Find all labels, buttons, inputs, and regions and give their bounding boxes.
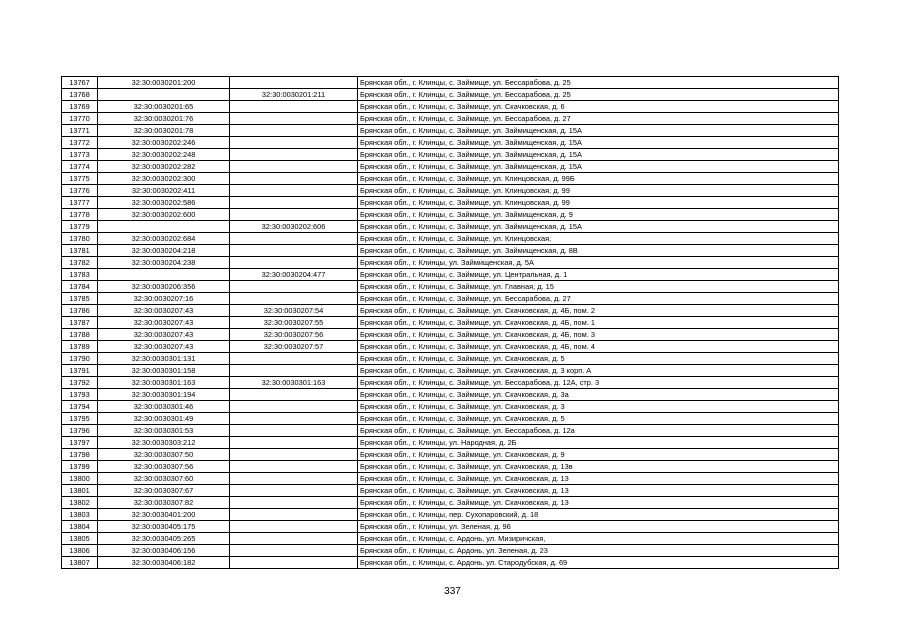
row-number-cell: 13772: [62, 137, 98, 149]
building-number-cell: [230, 545, 358, 557]
row-number-cell: 13781: [62, 245, 98, 257]
table-row: [62, 305, 839, 317]
building-number-cell: [230, 113, 358, 125]
address-cell: Брянская обл., г. Клинцы, с. Займище, ул. Скачковская, д. 13в: [358, 461, 839, 473]
cadastral-number-cell: 32:30:0030301:163: [98, 377, 230, 389]
building-number-cell: [230, 365, 358, 377]
table-row: [62, 533, 839, 545]
row-number-cell: 13791: [62, 365, 98, 377]
cadastral-number-cell: 32:30:0030301:131: [98, 353, 230, 365]
building-number-cell: 32:30:0030207:54: [230, 305, 358, 317]
table-row: [62, 317, 839, 329]
cadastral-number-cell: 32:30:0030201:200: [98, 77, 230, 89]
cadastral-number-cell: 32:30:0030401:200: [98, 509, 230, 521]
address-cell: Брянская обл., г. Клинцы, с. Займище, ул. Главная, д. 15: [358, 281, 839, 293]
table-row: [62, 437, 839, 449]
address-cell: Брянская обл., г. Клинцы, с. Займище, ул. Бессарабова, д. 27: [358, 113, 839, 125]
row-number-cell: 13792: [62, 377, 98, 389]
row-number-cell: 13790: [62, 353, 98, 365]
row-number-cell: 13804: [62, 521, 98, 533]
row-number-cell: 13774: [62, 161, 98, 173]
row-number-cell: 13805: [62, 533, 98, 545]
table-row: [62, 401, 839, 413]
cadastral-number-cell: 32:30:0030206:356: [98, 281, 230, 293]
address-cell: Брянская обл., г. Клинцы, с. Займище, ул. Клинцовская,: [358, 233, 839, 245]
building-number-cell: 32:30:0030207:55: [230, 317, 358, 329]
cadastral-number-cell: 32:30:0030201:65: [98, 101, 230, 113]
address-cell: Брянская обл., г. Клинцы, с. Займище, ул. Займищенская, д. 15А: [358, 125, 839, 137]
address-cell: Брянская обл., г. Клинцы, с. Займище, ул. Скачковская, д. 4Б, пом. 3: [358, 329, 839, 341]
address-cell: Брянская обл., г. Клинцы, ул. Народная, д. 2Б: [358, 437, 839, 449]
building-number-cell: [230, 353, 358, 365]
cadastral-number-cell: 32:30:0030207:43: [98, 329, 230, 341]
row-number-cell: 13787: [62, 317, 98, 329]
cadastral-number-cell: 32:30:0030207:43: [98, 317, 230, 329]
table-row: [62, 173, 839, 185]
row-number-cell: 13797: [62, 437, 98, 449]
row-number-cell: 13799: [62, 461, 98, 473]
address-cell: Брянская обл., г. Клинцы, с. Займище, ул. Скачковская, д. 4Б, пом. 1: [358, 317, 839, 329]
building-number-cell: [230, 101, 358, 113]
row-number-cell: 13798: [62, 449, 98, 461]
building-number-cell: [230, 533, 358, 545]
cadastral-number-cell: 32:30:0030307:82: [98, 497, 230, 509]
cadastral-number-cell: 32:30:0030307:60: [98, 473, 230, 485]
building-number-cell: [230, 413, 358, 425]
table-row: [62, 137, 839, 149]
row-number-cell: 13771: [62, 125, 98, 137]
cadastral-number-cell: 32:30:0030207:16: [98, 293, 230, 305]
table-row: [62, 293, 839, 305]
address-cell: Брянская обл., г. Клинцы, с. Займище, ул. Клинцовская, д. 99: [358, 185, 839, 197]
table-body: [62, 77, 839, 569]
row-number-cell: 13794: [62, 401, 98, 413]
table-row: [62, 185, 839, 197]
address-cell: Брянская обл., г. Клинцы, с. Займище, ул. Скачковская, д. 13: [358, 497, 839, 509]
address-cell: Брянская обл., г. Клинцы, с. Займище, ул. Займищенская, д. 8В: [358, 245, 839, 257]
building-number-cell: [230, 389, 358, 401]
building-number-cell: [230, 137, 358, 149]
row-number-cell: 13773: [62, 149, 98, 161]
row-number-cell: 13801: [62, 485, 98, 497]
row-number-cell: 13795: [62, 413, 98, 425]
table-row: [62, 485, 839, 497]
address-cell: Брянская обл., г. Клинцы, с. Займище, ул. Займищенская, д. 15А: [358, 149, 839, 161]
cadastral-number-cell: 32:30:0030301:194: [98, 389, 230, 401]
row-number-cell: 13789: [62, 341, 98, 353]
address-cell: Брянская обл., г. Клинцы, с. Займище, ул. Скачковская, д. 6: [358, 101, 839, 113]
building-number-cell: [230, 77, 358, 89]
table-row: [62, 209, 839, 221]
table-row: [62, 461, 839, 473]
row-number-cell: 13782: [62, 257, 98, 269]
building-number-cell: [230, 509, 358, 521]
table-row: [62, 329, 839, 341]
building-number-cell: 32:30:0030202:606: [230, 221, 358, 233]
table-row: [62, 257, 839, 269]
row-number-cell: 13779: [62, 221, 98, 233]
row-number-cell: 13786: [62, 305, 98, 317]
address-cell: Брянская обл., г. Клинцы, ул. Займищенская, д. 5А: [358, 257, 839, 269]
building-number-cell: [230, 233, 358, 245]
address-cell: Брянская обл., г. Клинцы, с. Займище, ул. Клинцовская, д. 99: [358, 197, 839, 209]
cadastral-number-cell: [98, 89, 230, 101]
address-cell: Брянская обл., г. Клинцы, с. Займище, ул. Скачковская, д. 4Б, пом. 2: [358, 305, 839, 317]
address-cell: Брянская обл., г. Клинцы, с. Займище, ул. Бессарабова, д. 25: [358, 89, 839, 101]
address-cell: Брянская обл., г. Клинцы, с. Займище, ул. Займищенская, д. 15А: [358, 221, 839, 233]
address-cell: Брянская обл., г. Клинцы, с. Займище, ул. Скачковская, д. 5: [358, 413, 839, 425]
building-number-cell: [230, 425, 358, 437]
building-number-cell: [230, 257, 358, 269]
address-cell: Брянская обл., г. Клинцы, с. Займище, ул. Бессарабова, д. 12а: [358, 425, 839, 437]
building-number-cell: [230, 245, 358, 257]
address-cell: Брянская обл., г. Клинцы, с. Займище, ул. Скачковская, д. 4Б, пом. 4: [358, 341, 839, 353]
cadastral-number-cell: 32:30:0030204:218: [98, 245, 230, 257]
cadastral-number-cell: 32:30:0030202:586: [98, 197, 230, 209]
address-cell: Брянская обл., г. Клинцы, с. Займище, ул. Клинцовская, д. 99Б: [358, 173, 839, 185]
cadastral-number-cell: 32:30:0030202:246: [98, 137, 230, 149]
registry-table: [61, 76, 839, 569]
page-number: 337: [444, 586, 461, 597]
table-row: [62, 389, 839, 401]
row-number-cell: 13796: [62, 425, 98, 437]
building-number-cell: 32:30:0030201:211: [230, 89, 358, 101]
address-cell: Брянская обл., г. Клинцы, с. Ардонь, ул. Стародубская, д. 69: [358, 557, 839, 569]
cadastral-number-cell: 32:30:0030202:411: [98, 185, 230, 197]
row-number-cell: 13775: [62, 173, 98, 185]
table-row: [62, 149, 839, 161]
cadastral-number-cell: 32:30:0030307:56: [98, 461, 230, 473]
building-number-cell: [230, 197, 358, 209]
building-number-cell: 32:30:0030204:477: [230, 269, 358, 281]
building-number-cell: [230, 557, 358, 569]
address-cell: Брянская обл., г. Клинцы, с. Займище, ул. Займищенская, д. 9: [358, 209, 839, 221]
row-number-cell: 13784: [62, 281, 98, 293]
cadastral-number-cell: 32:30:0030202:282: [98, 161, 230, 173]
cadastral-number-cell: 32:30:0030301:49: [98, 413, 230, 425]
row-number-cell: 13788: [62, 329, 98, 341]
row-number-cell: 13807: [62, 557, 98, 569]
building-number-cell: [230, 293, 358, 305]
cadastral-number-cell: 32:30:0030202:600: [98, 209, 230, 221]
building-number-cell: [230, 401, 358, 413]
address-cell: Брянская обл., г. Клинцы, с. Займище, ул. Скачковская, д. 5: [358, 353, 839, 365]
table-row: [62, 89, 839, 101]
row-number-cell: 13769: [62, 101, 98, 113]
row-number-cell: 13777: [62, 197, 98, 209]
address-cell: Брянская обл., г. Клинцы, с. Займище, ул. Займищенская, д. 15А: [358, 161, 839, 173]
row-number-cell: 13783: [62, 269, 98, 281]
address-cell: Брянская обл., г. Клинцы, с. Ардонь, ул. Зеленая, д. 23: [358, 545, 839, 557]
address-cell: Брянская обл., г. Клинцы, с. Займище, ул. Займищенская, д. 15А: [358, 137, 839, 149]
table-row: [62, 101, 839, 113]
table-row: [62, 449, 839, 461]
table-row: [62, 161, 839, 173]
cadastral-number-cell: 32:30:0030303:212: [98, 437, 230, 449]
cadastral-number-cell: 32:30:0030201:76: [98, 113, 230, 125]
cadastral-number-cell: 32:30:0030202:300: [98, 173, 230, 185]
building-number-cell: [230, 497, 358, 509]
cadastral-number-cell: 32:30:0030301:46: [98, 401, 230, 413]
building-number-cell: 32:30:0030207:57: [230, 341, 358, 353]
building-number-cell: [230, 209, 358, 221]
building-number-cell: [230, 173, 358, 185]
cadastral-number-cell: 32:30:0030201:78: [98, 125, 230, 137]
address-cell: Брянская обл., г. Клинцы, с. Займище, ул. Скачковская, д. 13: [358, 485, 839, 497]
cadastral-number-cell: 32:30:0030405:265: [98, 533, 230, 545]
cadastral-number-cell: 32:30:0030307:67: [98, 485, 230, 497]
table-row: [62, 413, 839, 425]
table-row: [62, 521, 839, 533]
building-number-cell: [230, 473, 358, 485]
row-number-cell: 13800: [62, 473, 98, 485]
table-row: [62, 113, 839, 125]
table-row: [62, 473, 839, 485]
table-row: [62, 557, 839, 569]
address-cell: Брянская обл., г. Клинцы, с. Займище, ул. Бессарабова, д. 12А, стр. 3: [358, 377, 839, 389]
cadastral-number-cell: 32:30:0030301:53: [98, 425, 230, 437]
table-row: [62, 365, 839, 377]
address-cell: Брянская обл., г. Клинцы, пер. Сухопаровский, д. 18: [358, 509, 839, 521]
address-cell: Брянская обл., г. Клинцы, с. Займище, ул. Скачковская, д. 3 корп. А: [358, 365, 839, 377]
building-number-cell: [230, 161, 358, 173]
building-number-cell: [230, 521, 358, 533]
table-row: [62, 233, 839, 245]
building-number-cell: [230, 449, 358, 461]
address-cell: Брянская обл., г. Клинцы, с. Ардонь, ул. Мизиричская,: [358, 533, 839, 545]
building-number-cell: [230, 281, 358, 293]
cadastral-number-cell: [98, 269, 230, 281]
row-number-cell: 13778: [62, 209, 98, 221]
building-number-cell: [230, 485, 358, 497]
table-row: [62, 497, 839, 509]
cadastral-number-cell: 32:30:0030202:684: [98, 233, 230, 245]
row-number-cell: 13770: [62, 113, 98, 125]
row-number-cell: 13793: [62, 389, 98, 401]
row-number-cell: 13767: [62, 77, 98, 89]
table-row: [62, 281, 839, 293]
building-number-cell: 32:30:0030207:56: [230, 329, 358, 341]
row-number-cell: 13806: [62, 545, 98, 557]
table-row: [62, 425, 839, 437]
table-row: [62, 509, 839, 521]
row-number-cell: 13776: [62, 185, 98, 197]
table-row: [62, 377, 839, 389]
address-cell: Брянская обл., г. Клинцы, с. Займище, ул. Бессарабова, д. 25: [358, 77, 839, 89]
cadastral-number-cell: 32:30:0030405:175: [98, 521, 230, 533]
table-row: [62, 269, 839, 281]
cadastral-number-cell: 32:30:0030204:238: [98, 257, 230, 269]
cadastral-number-cell: 32:30:0030301:158: [98, 365, 230, 377]
cadastral-number-cell: [98, 221, 230, 233]
building-number-cell: [230, 125, 358, 137]
table-row: [62, 341, 839, 353]
table-row: [62, 197, 839, 209]
address-cell: Брянская обл., г. Клинцы, с. Займище, ул. Центральная, д. 1: [358, 269, 839, 281]
row-number-cell: 13803: [62, 509, 98, 521]
row-number-cell: 13785: [62, 293, 98, 305]
building-number-cell: 32:30:0030301:163: [230, 377, 358, 389]
address-cell: Брянская обл., г. Клинцы, с. Займище, ул. Бессарабова, д. 27: [358, 293, 839, 305]
cadastral-number-cell: 32:30:0030307:50: [98, 449, 230, 461]
building-number-cell: [230, 185, 358, 197]
cadastral-number-cell: 32:30:0030207:43: [98, 341, 230, 353]
cadastral-number-cell: 32:30:0030207:43: [98, 305, 230, 317]
table-row: [62, 221, 839, 233]
row-number-cell: 13780: [62, 233, 98, 245]
address-cell: Брянская обл., г. Клинцы, с. Займище, ул. Скачковская, д. 3: [358, 401, 839, 413]
address-cell: Брянская обл., г. Клинцы, с. Займище, ул. Скачковская, д. 9: [358, 449, 839, 461]
address-cell: Брянская обл., г. Клинцы, ул. Зеленая, д. 96: [358, 521, 839, 533]
table-row: [62, 245, 839, 257]
cadastral-number-cell: 32:30:0030202:248: [98, 149, 230, 161]
table-row: [62, 125, 839, 137]
building-number-cell: [230, 437, 358, 449]
address-cell: Брянская обл., г. Клинцы, с. Займище, ул. Скачковская, д. 3а: [358, 389, 839, 401]
building-number-cell: [230, 461, 358, 473]
row-number-cell: 13802: [62, 497, 98, 509]
cadastral-number-cell: 32:30:0030406:156: [98, 545, 230, 557]
address-cell: Брянская обл., г. Клинцы, с. Займище, ул. Скачковская, д. 13: [358, 473, 839, 485]
table-row: [62, 545, 839, 557]
row-number-cell: 13768: [62, 89, 98, 101]
cadastral-number-cell: 32:30:0030406:182: [98, 557, 230, 569]
table-row: [62, 353, 839, 365]
table-row: [62, 77, 839, 89]
building-number-cell: [230, 149, 358, 161]
